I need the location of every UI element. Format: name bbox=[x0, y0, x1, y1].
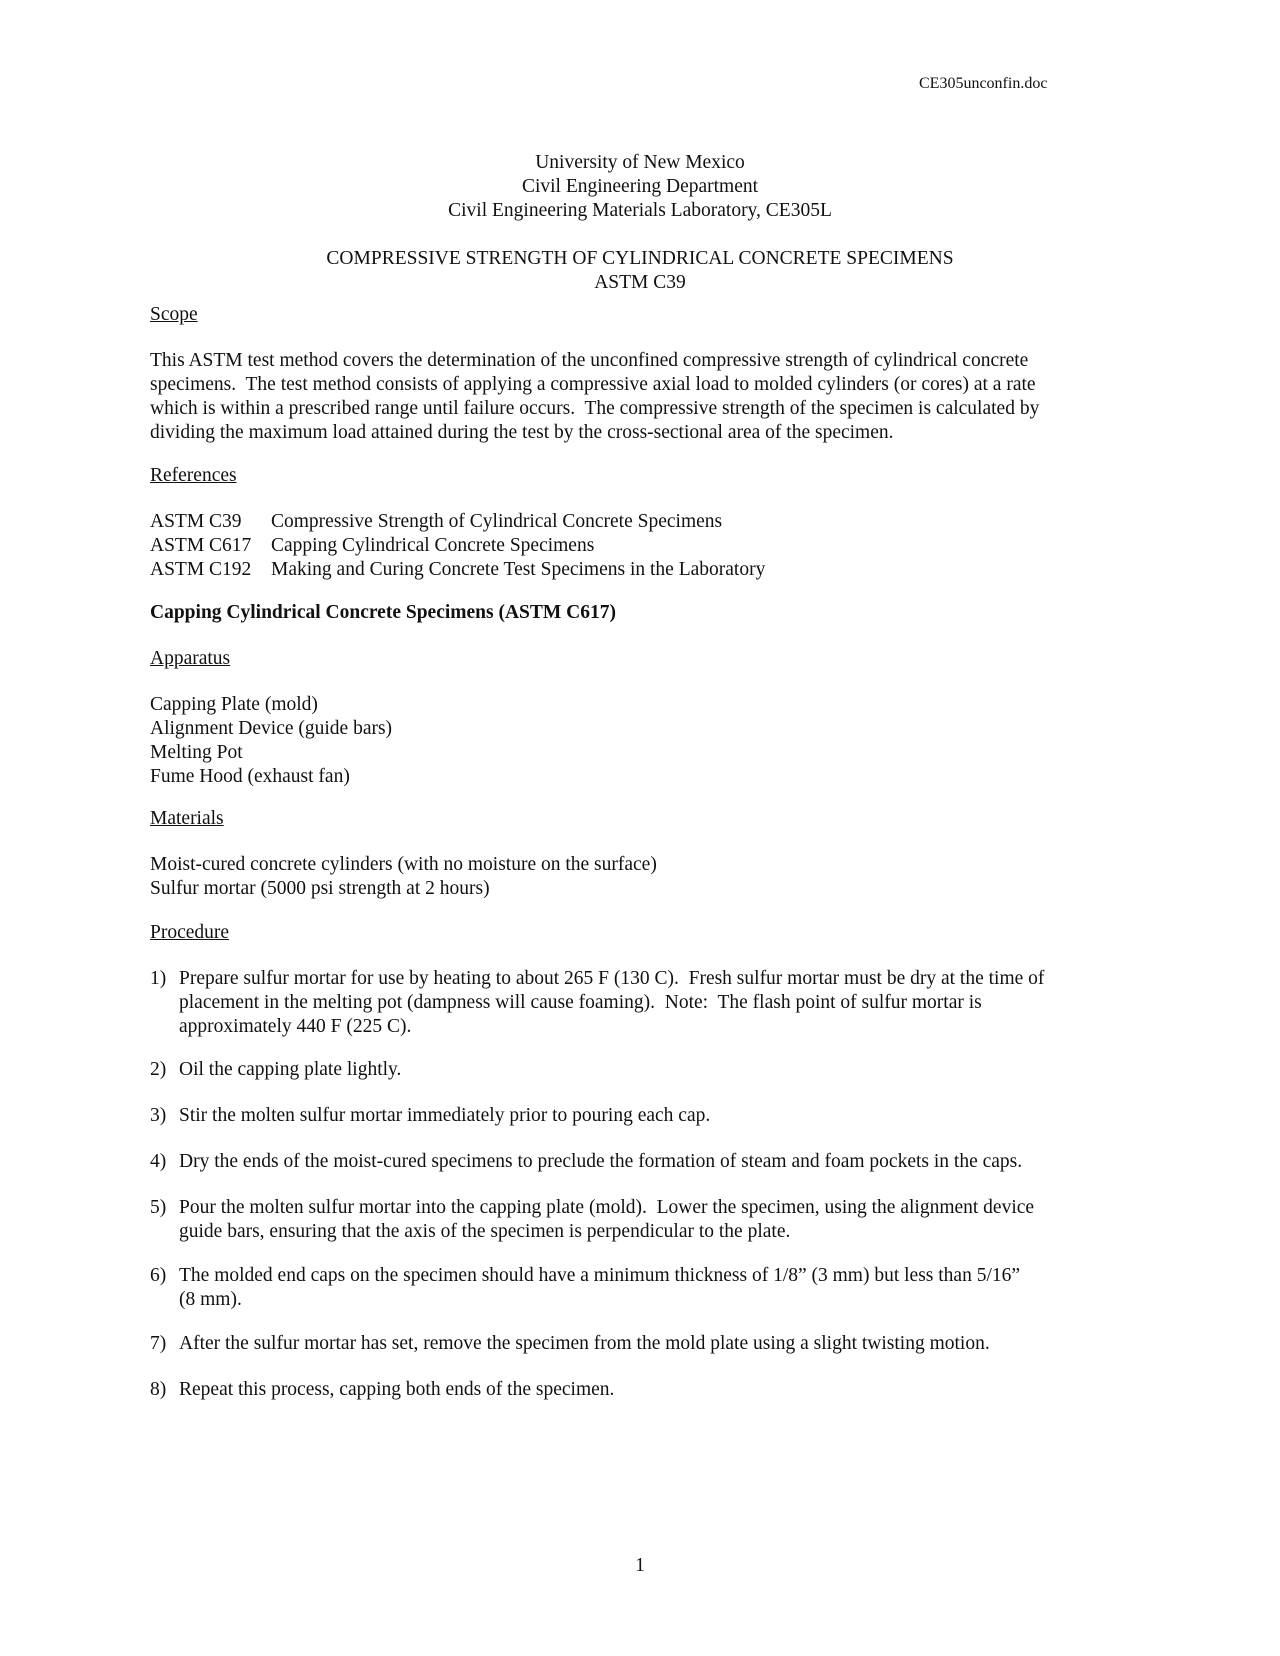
scope-line: specimens. The test method consists of applying a compressive axial load to molded cylinders (or cores) at a rate bbox=[150, 374, 1036, 395]
procedure-step bbox=[150, 1196, 1130, 1244]
institution-block bbox=[0, 151, 1280, 223]
step-line: (8 mm). bbox=[179, 1289, 242, 1310]
step-line: After the sulfur mortar has set, remove the specimen from the mold plate using a slight twisting motion. bbox=[179, 1333, 990, 1354]
procedure-step bbox=[150, 1332, 1130, 1356]
step-line: placement in the melting pot (dampness will cause foaming). Note: The flash point of sulfur mortar is bbox=[179, 992, 982, 1013]
materials-section bbox=[150, 807, 1130, 831]
reference-code: ASTM C617 bbox=[150, 535, 252, 556]
header-filename: CE305unconfin.doc bbox=[919, 75, 1048, 92]
university-name: University of New Mexico bbox=[535, 152, 745, 173]
procedure-section bbox=[150, 921, 1130, 945]
step-line: Pour the molten sulfur mortar into the capping plate (mold). Lower the specimen, using the alignment device bbox=[179, 1197, 1035, 1218]
step-line: Oil the capping plate lightly. bbox=[179, 1059, 402, 1080]
scope-line: which is within a prescribed range until failure occurs. The compressive strength of the specimen is calculated by bbox=[150, 398, 1040, 419]
step-number: 7) bbox=[150, 1333, 167, 1354]
lab-name: Civil Engineering Materials Laboratory, CE305L bbox=[448, 200, 832, 221]
references-heading: References bbox=[150, 465, 237, 486]
apparatus-item: Fume Hood (exhaust fan) bbox=[150, 766, 350, 787]
reference-code: ASTM C39 bbox=[150, 511, 242, 532]
procedure-step bbox=[150, 1150, 1130, 1174]
step-number: 6) bbox=[150, 1265, 167, 1286]
materials-item: Sulfur mortar (5000 psi strength at 2 hours) bbox=[150, 878, 490, 899]
step-text bbox=[179, 1264, 1130, 1312]
reference-code: ASTM C192 bbox=[150, 559, 252, 580]
reference-item bbox=[150, 558, 1130, 582]
step-number: 1) bbox=[150, 968, 167, 989]
references-list bbox=[150, 510, 1130, 582]
step-number: 4) bbox=[150, 1151, 167, 1172]
materials-item: Moist-cured concrete cylinders (with no moisture on the surface) bbox=[150, 854, 657, 875]
title-block bbox=[0, 247, 1280, 295]
step-number: 5) bbox=[150, 1197, 167, 1218]
reference-title: Making and Curing Concrete Test Specimens in the Laboratory bbox=[271, 559, 766, 580]
step-line: approximately 440 F (225 C). bbox=[179, 1016, 412, 1037]
procedure-step bbox=[150, 1104, 1130, 1128]
step-text bbox=[179, 967, 1130, 1039]
step-line: Repeat this process, capping both ends of the specimen. bbox=[179, 1379, 615, 1400]
procedure-step bbox=[150, 1378, 1130, 1402]
capping-heading: Capping Cylindrical Concrete Specimens (ASTM C617) bbox=[150, 602, 617, 623]
step-number: 2) bbox=[150, 1059, 167, 1080]
step-line: The molded end caps on the specimen should have a minimum thickness of 1/8” (3 mm) but less than 5/16” bbox=[179, 1265, 1021, 1286]
step-text bbox=[179, 1196, 1130, 1244]
reference-item bbox=[150, 510, 1130, 534]
step-text bbox=[179, 1104, 1130, 1128]
apparatus-section bbox=[150, 647, 1130, 671]
procedure-heading: Procedure bbox=[150, 922, 230, 943]
reference-title: Capping Cylindrical Concrete Specimens bbox=[271, 535, 595, 556]
step-line: Prepare sulfur mortar for use by heating to about 265 F (130 C). Fresh sulfur mortar must be dry at the time of bbox=[179, 968, 1045, 989]
step-number: 3) bbox=[150, 1105, 167, 1126]
references-section bbox=[150, 464, 1130, 488]
reference-item bbox=[150, 534, 1130, 558]
apparatus-list bbox=[150, 693, 1130, 789]
scope-line: dividing the maximum load attained during the test by the cross-sectional area of the specimen. bbox=[150, 422, 894, 443]
procedure-step bbox=[150, 967, 1130, 1039]
apparatus-heading: Apparatus bbox=[150, 648, 231, 669]
reference-title: Compressive Strength of Cylindrical Concrete Specimens bbox=[271, 511, 723, 532]
step-text bbox=[179, 1332, 1130, 1356]
procedure-step bbox=[150, 1058, 1130, 1082]
scope-paragraph bbox=[150, 349, 1130, 445]
apparatus-item: Capping Plate (mold) bbox=[150, 694, 318, 715]
apparatus-item: Melting Pot bbox=[150, 742, 243, 763]
step-line: Dry the ends of the moist-cured specimens to preclude the formation of steam and foam pockets in the caps. bbox=[179, 1151, 1023, 1172]
page-number: 1 bbox=[635, 1555, 645, 1576]
step-text bbox=[179, 1058, 1130, 1082]
step-number: 8) bbox=[150, 1379, 167, 1400]
scope-line: This ASTM test method covers the determination of the unconfined compressive strength of cylindrical concrete bbox=[150, 350, 1029, 371]
step-text bbox=[179, 1378, 1130, 1402]
procedure-step bbox=[150, 1264, 1130, 1312]
scope-heading: Scope bbox=[150, 304, 198, 325]
apparatus-item: Alignment Device (guide bars) bbox=[150, 718, 393, 739]
step-line: Stir the molten sulfur mortar immediately prior to pouring each cap. bbox=[179, 1105, 711, 1126]
materials-list bbox=[150, 853, 1130, 901]
step-text bbox=[179, 1150, 1130, 1174]
department-name: Civil Engineering Department bbox=[521, 176, 759, 197]
scope-section bbox=[150, 303, 1130, 327]
document-standard: ASTM C39 bbox=[594, 272, 686, 293]
materials-heading: Materials bbox=[150, 808, 224, 829]
document-title: COMPRESSIVE STRENGTH OF CYLINDRICAL CONCRETE SPECIMENS bbox=[326, 248, 954, 269]
step-line: guide bars, ensuring that the axis of the specimen is perpendicular to the plate. bbox=[179, 1221, 791, 1242]
